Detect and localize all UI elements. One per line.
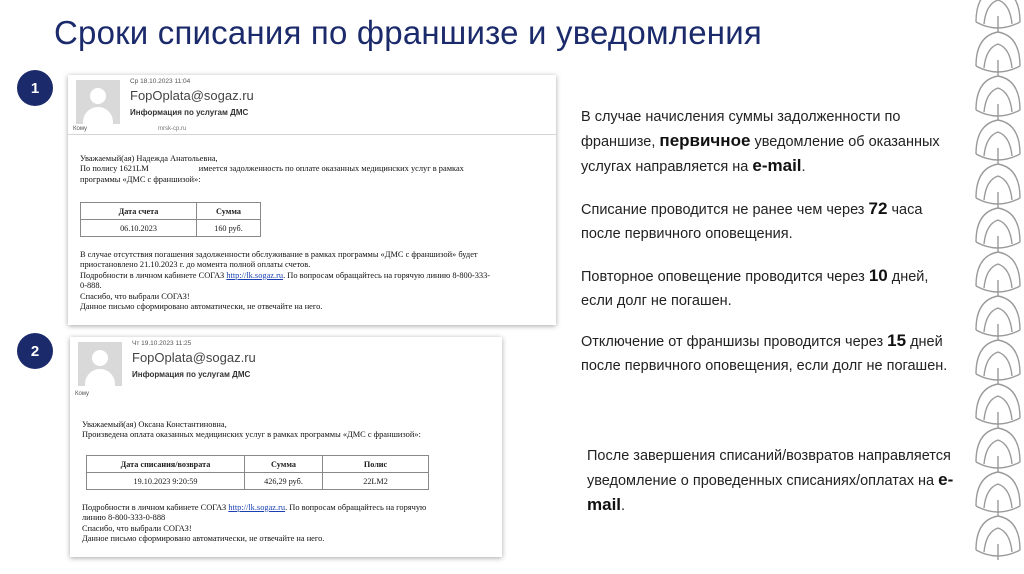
table-cell: 426,29 руб.	[245, 473, 323, 490]
email-date: Чт 19.10.2023 11:25	[132, 340, 192, 347]
email-line: линию 8-800-333-0-888	[82, 513, 166, 523]
lk-link[interactable]: http://lk.sogaz.ru	[226, 270, 284, 280]
email-line: 0-888.	[80, 281, 102, 291]
debt-table	[80, 202, 261, 237]
email-header	[68, 75, 556, 135]
table-header: Дата списания/возврата	[87, 456, 245, 473]
note-primary-notification: В случае начисления суммы задолженности по франшизе, первичное уведомление об оказанных услугах направляется на e-mail.	[581, 109, 940, 175]
email-body-intro	[80, 154, 464, 185]
email-sender: FopOplata@sogaz.ru	[132, 350, 256, 365]
note-repeat-notification: Повторное оповещение проводится через 10 дней, если долг не погашен.	[581, 266, 929, 309]
table-row	[81, 220, 261, 237]
email-screenshot-1	[68, 75, 556, 325]
table-cell: 06.10.2023	[81, 220, 197, 237]
table-cell: 22LM2	[323, 473, 429, 490]
note-completion-notification: После завершения списаний/возвратов направляется уведомление о проведенных списаниях/оплатах на e-mail.	[587, 448, 954, 514]
step-badge-2: 2	[17, 333, 53, 369]
email-line: Подробности в личном кабинете СОГАЗ http://lk.sogaz.ru. По вопросам обращайтесь на горячую	[82, 503, 427, 512]
avatar	[78, 342, 122, 386]
email-date: Ср 18.10.2023 11:04	[130, 78, 191, 85]
table-header: Дата счета	[81, 203, 197, 220]
table-header: Сумма	[197, 203, 261, 220]
email-line: Данное письмо сформировано автоматически, не отвечайте на него.	[80, 302, 323, 312]
lk-link[interactable]: http://lk.sogaz.ru	[228, 503, 286, 512]
table-cell: 19.10.2023 9:20:59	[87, 473, 245, 490]
email-greeting: Уважаемый(ая) Надежда Анатольевна,	[80, 154, 218, 163]
email-body-footer	[82, 503, 492, 545]
page-title: Сроки списания по франшизе и уведомления	[54, 14, 762, 51]
email-line: Данное письмо сформировано автоматически, не отвечайте на него.	[82, 534, 325, 544]
email-body-intro	[82, 420, 421, 441]
table-header: Сумма	[245, 456, 323, 473]
email-line: приостановлено 21.10.2023 г. до момента полной оплаты счетов.	[80, 260, 311, 270]
email-line: По полису 1621LM имеется задолженность по оплате оказанных медицинских услуг в рамках	[80, 164, 464, 174]
email-body-footer	[80, 250, 550, 312]
table-header: Полис	[323, 456, 429, 473]
step-badge-1: 1	[17, 70, 53, 106]
payment-table	[86, 455, 429, 490]
decorative-pattern	[968, 0, 1024, 574]
email-line: Произведена оплата оказанных медицинских услуг в рамках программы «ДМС с франшизой»:	[82, 430, 421, 440]
email-to-label: Кому	[75, 391, 90, 397]
email-subject: Информация по услугам ДМС	[130, 108, 249, 117]
email-line: Спасибо, что выбрали СОГАЗ!	[80, 291, 190, 301]
note-franchise-disconnect: Отключение от франшизы проводится через 15 дней после первичного оповещения, если долг не погашен.	[581, 331, 948, 374]
table-row	[87, 473, 429, 490]
table-cell: 160 руб.	[197, 220, 261, 237]
email-header	[70, 337, 502, 396]
email-line: программы «ДМС с франшизой»:	[80, 174, 201, 184]
email-sender: FopOplata@sogaz.ru	[130, 88, 254, 103]
note-writeoff-timing: Списание проводится не ранее чем через 72 часа после первичного оповещения.	[581, 199, 923, 242]
email-screenshot-2	[70, 337, 502, 557]
email-line: Подробности в личном кабинете СОГАЗ http://lk.sogaz.ru. По вопросам обращайтесь на горячую линию 8-800-333-	[80, 270, 491, 280]
email-subject: Информация по услугам ДМС	[132, 370, 251, 379]
email-line: В случае отсутствия погашения задолженности обслуживание в рамках программы «ДМС с франшизой» будет	[80, 250, 478, 259]
email-to-label: Кому	[73, 126, 88, 132]
email-greeting: Уважаемый(ая) Оксана Константиновна,	[82, 420, 227, 429]
avatar	[76, 80, 120, 124]
email-line: Спасибо, что выбрали СОГАЗ!	[82, 523, 192, 533]
email-to-value: mrsk-cp.ru	[158, 126, 187, 132]
